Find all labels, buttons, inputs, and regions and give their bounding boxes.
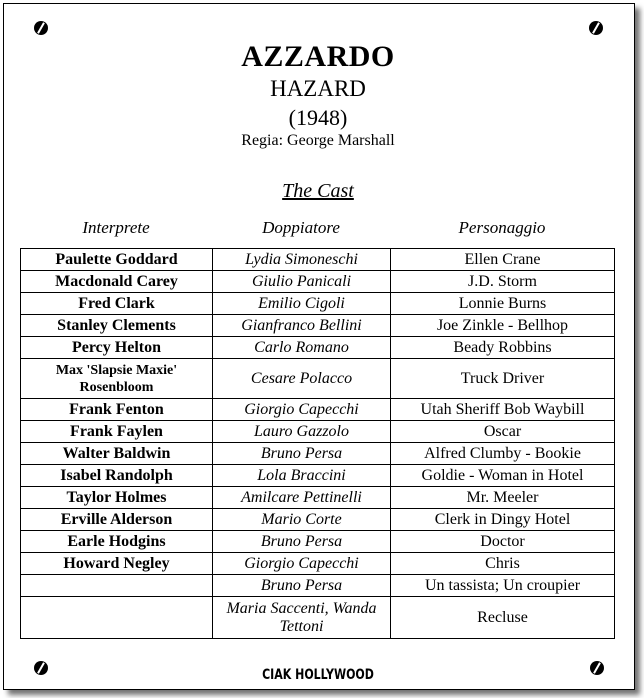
table-row: [21, 443, 615, 465]
table-row: [21, 509, 615, 531]
cast-heading: The Cast: [282, 180, 354, 202]
character-cell: Utah Sheriff Bob Waybill: [391, 399, 615, 421]
film-title: AZZARDO: [241, 40, 395, 73]
table-row: [21, 421, 615, 443]
actor-cell: Fred Clark: [21, 293, 213, 315]
character-cell: Mr. Meeler: [391, 487, 615, 509]
dubber-cell: Cesare Polacco: [213, 359, 391, 399]
character-cell: Oscar: [391, 421, 615, 443]
actor-cell: Taylor Holmes: [21, 487, 213, 509]
dubber-cell: Amilcare Pettinelli: [213, 487, 391, 509]
actor-cell: Walter Baldwin: [21, 443, 213, 465]
dubber-cell: Lauro Gazzolo: [213, 421, 391, 443]
actor-cell: Macdonald Carey: [21, 271, 213, 293]
column-header-character: Personaggio: [458, 218, 546, 237]
actor-cell: Stanley Clements: [21, 315, 213, 337]
table-row: [21, 337, 615, 359]
column-header-dubber: Doppiatore: [262, 218, 340, 237]
screw-icon: [34, 21, 48, 35]
dubber-cell: Gianfranco Bellini: [213, 315, 391, 337]
dubber-cell: Bruno Persa: [213, 531, 391, 553]
table-row: [21, 575, 615, 597]
actor-cell: Earle Hodgins: [21, 531, 213, 553]
table-row: [21, 359, 615, 399]
dubber-cell: Lydia Simoneschi: [213, 249, 391, 271]
character-cell: Ellen Crane: [391, 249, 615, 271]
dubber-cell: Maria Saccenti, Wanda Tettoni: [213, 597, 391, 639]
character-cell: Lonnie Burns: [391, 293, 615, 315]
actor-cell: Percy Helton: [21, 337, 213, 359]
actor-cell: [21, 597, 213, 639]
character-cell: Clerk in Dingy Hotel: [391, 509, 615, 531]
character-cell: Doctor: [391, 531, 615, 553]
dubber-cell: Emilio Cigoli: [213, 293, 391, 315]
character-cell: Un tassista; Un croupier: [391, 575, 615, 597]
character-cell: Beady Robbins: [391, 337, 615, 359]
ciak-hollywood-logo: CIAK HOLLYWOOD: [262, 666, 374, 683]
character-cell: Chris: [391, 553, 615, 575]
column-header-actor: Interprete: [82, 218, 150, 237]
character-cell: J.D. Storm: [391, 271, 615, 293]
character-cell: Truck Driver: [391, 359, 615, 399]
actor-cell: Frank Faylen: [21, 421, 213, 443]
screw-icon: [589, 21, 603, 35]
actor-cell: Erville Alderson: [21, 509, 213, 531]
table-row: [21, 249, 615, 271]
table-row: [21, 293, 615, 315]
director-line: Regia: George Marshall: [241, 132, 395, 149]
dubber-cell: Giulio Panicali: [213, 271, 391, 293]
actor-cell: Paulette Goddard: [21, 249, 213, 271]
cast-table: [20, 248, 615, 639]
dubber-cell: Bruno Persa: [213, 443, 391, 465]
actor-cell: [21, 575, 213, 597]
table-row: [21, 487, 615, 509]
actor-cell: Howard Negley: [21, 553, 213, 575]
film-year: (1948): [288, 105, 348, 130]
table-row: [21, 553, 615, 575]
actor-cell: Frank Fenton: [21, 399, 213, 421]
dubber-cell: Lola Braccini: [213, 465, 391, 487]
table-row: [21, 271, 615, 293]
character-cell: Joe Zinkle - Bellhop: [391, 315, 615, 337]
character-cell: Alfred Clumby - Bookie: [391, 443, 615, 465]
table-row: [21, 315, 615, 337]
dubber-cell: Bruno Persa: [213, 575, 391, 597]
actor-cell: Isabel Randolph: [21, 465, 213, 487]
table-row: [21, 597, 615, 639]
actor-cell: Max 'Slapsie Maxie' Rosenbloom: [21, 359, 213, 399]
dubber-cell: Mario Corte: [213, 509, 391, 531]
dubber-cell: Carlo Romano: [213, 337, 391, 359]
dubber-cell: Giorgio Capecchi: [213, 553, 391, 575]
original-title: HAZARD: [270, 76, 366, 101]
character-cell: Recluse: [391, 597, 615, 639]
table-row: [21, 399, 615, 421]
table-row: [21, 531, 615, 553]
dubber-cell: Giorgio Capecchi: [213, 399, 391, 421]
table-row: [21, 465, 615, 487]
character-cell: Goldie - Woman in Hotel: [391, 465, 615, 487]
